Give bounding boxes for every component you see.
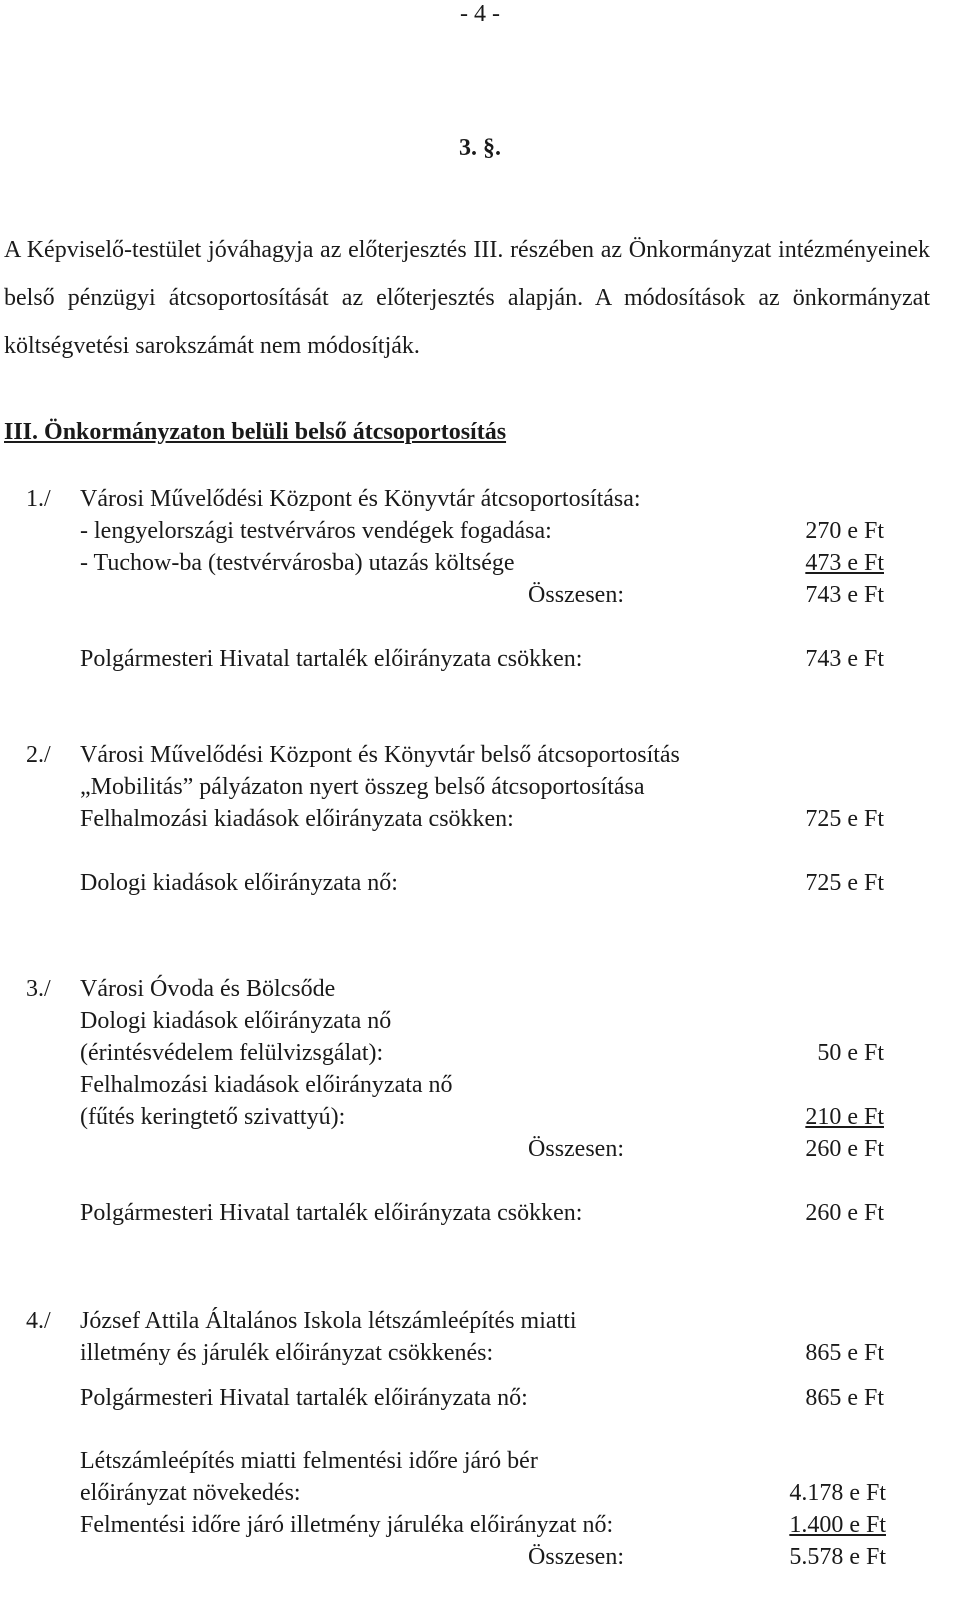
item-3-offset-label: Polgármesteri Hivatal tartalék előirányzata csökken:: [80, 1200, 583, 1226]
page-number: - 4 -: [460, 1, 500, 27]
item-1-total-value: 743 e Ft: [805, 582, 884, 608]
item-2-line-2-label: Dologi kiadások előirányzata nő:: [80, 870, 398, 896]
section-heading: III. Önkormányzaton belüli belső átcsoportosítás: [4, 419, 507, 445]
item-2-line-1-label: Felhalmozási kiadások előirányzata csökken:: [80, 806, 514, 832]
item-4-offset-label: Polgármesteri Hivatal tartalék előirányzata nő:: [80, 1385, 528, 1411]
item-4-total-value: 5.578 e Ft: [789, 1544, 886, 1570]
item-3-line-1-value: 50 e Ft: [817, 1040, 884, 1066]
intro-text: A Képviselő-testület jóváhagyja az előterjesztés III. részében az Önkormányzat intézményeinek belső pénzügyi átcsoportosítását az előterjesztés alapján. A módosítások az önkormányzat költségvetési sarokszámát nem módosítják.: [4, 237, 930, 359]
item-3-total-label: Összesen:: [528, 1136, 624, 1162]
item-1-offset-value: 743 e Ft: [805, 646, 884, 672]
item-1-offset-label: Polgármesteri Hivatal tartalék előirányzata csökken:: [80, 646, 583, 672]
item-3-number: 3./: [26, 976, 51, 1002]
item-1-line-1-label: - lengyelországi testvérváros vendégek fogadása:: [80, 518, 552, 544]
section-title: 3. §.: [459, 135, 501, 161]
item-2-number: 2./: [26, 742, 51, 768]
item-2-line-1-value: 725 e Ft: [805, 806, 884, 832]
item-3-line-2-value: 210 e Ft: [805, 1104, 884, 1130]
item-3-line-1-label: Dologi kiadások előirányzata nő: [80, 1008, 392, 1034]
item-2-line-2-value: 725 e Ft: [805, 870, 884, 896]
item-3-title: Városi Óvoda és Bölcsőde: [80, 976, 336, 1002]
item-2-subtitle: „Mobilitás” pályázaton nyert összeg belső átcsoportosítása: [80, 774, 645, 800]
item-2-title: Városi Művelődési Központ és Könyvtár belső átcsoportosítás: [80, 742, 680, 768]
item-4-title-2: illetmény és járulék előirányzat csökkenés:: [80, 1340, 494, 1366]
intro-paragraph: [4, 226, 930, 370]
item-4-number: 4./: [26, 1308, 51, 1334]
item-3-offset-value: 260 e Ft: [805, 1200, 884, 1226]
item-3-total-value: 260 e Ft: [805, 1136, 884, 1162]
item-1-line-2-label: - Tuchow-ba (testvérvárosba) utazás költsége: [80, 550, 515, 576]
item-4-line-1-value: 4.178 e Ft: [789, 1480, 886, 1506]
item-3-line-2-label: Felhalmozási kiadások előirányzata nő: [80, 1072, 453, 1098]
item-4-line-2-label: Felmentési időre járó illetmény járuléka előirányzat nő:: [80, 1512, 614, 1538]
item-4-total-label: Összesen:: [528, 1544, 624, 1570]
item-4-offset-value: 865 e Ft: [805, 1385, 884, 1411]
item-4-line-2-value: 1.400 e Ft: [789, 1512, 886, 1538]
item-4-line-1-label: Létszámleépítés miatti felmentési időre járó bér: [80, 1448, 538, 1474]
item-4-title-value: 865 e Ft: [805, 1340, 884, 1366]
item-4-title: József Attila Általános Iskola létszámleépítés miatti: [80, 1308, 577, 1334]
item-1-line-2-value: 473 e Ft: [805, 550, 884, 576]
item-1-line-1-value: 270 e Ft: [805, 518, 884, 544]
item-4-line-1-label-2: előirányzat növekedés:: [80, 1480, 301, 1506]
item-1-total-label: Összesen:: [528, 582, 624, 608]
item-3-line-1-label-2: (érintésvédelem felülvizsgálat):: [80, 1040, 384, 1066]
item-1-number: 1./: [26, 486, 51, 512]
item-3-line-2-label-2: (fűtés keringtető szivattyú):: [80, 1104, 346, 1130]
item-1-title: Városi Művelődési Központ és Könyvtár átcsoportosítása:: [80, 486, 641, 512]
